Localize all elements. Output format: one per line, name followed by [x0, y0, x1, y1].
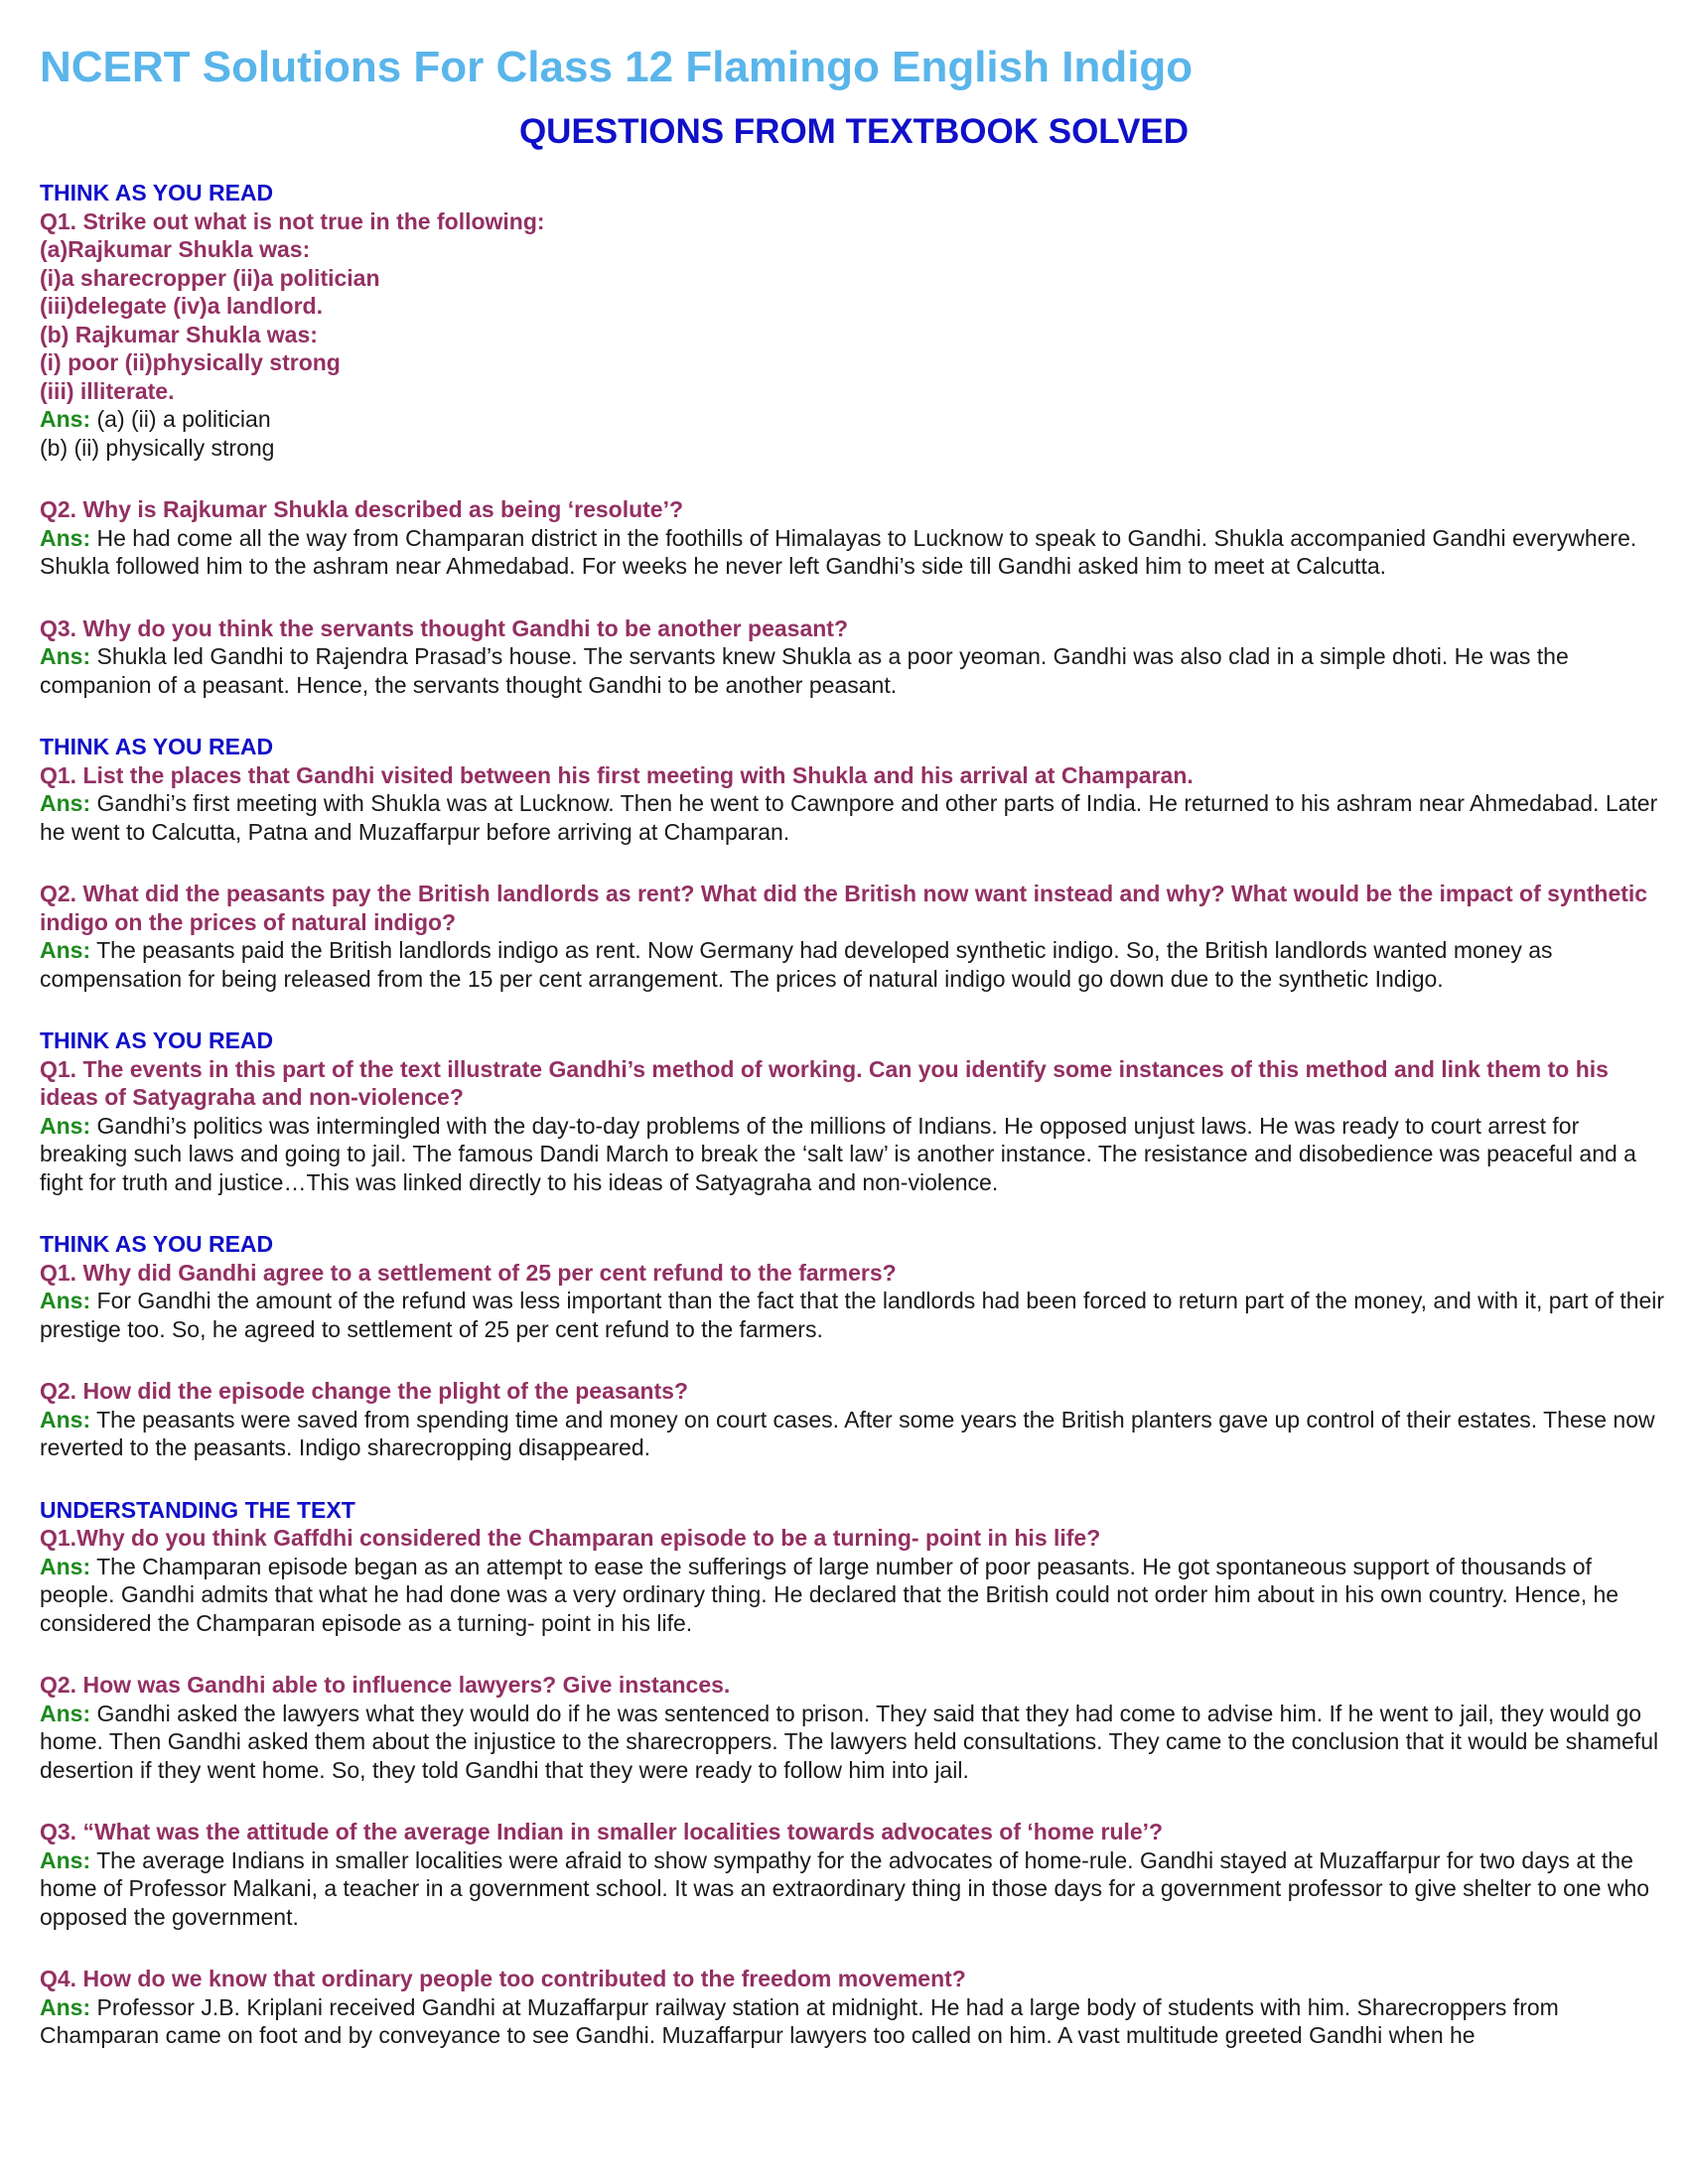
document-page: [40, 36, 1668, 2084]
answer-label: Ans:: [40, 1288, 91, 1313]
section-heading: THINK AS YOU READ: [40, 734, 274, 759]
answer-label: Ans:: [40, 1846, 91, 1873]
section-heading: THINK AS YOU READ: [40, 180, 274, 205]
answer-paragraph: [40, 642, 1668, 699]
answer-text: Gandhi’s first meeting with Shukla was at Lucknow. Then he went to Cawnpore and other parts of India. He returned to his ashram near Ahmedabad. Later he went to Calcutta, Patna and Muzaffarpur before arriving at Champaran.: [40, 790, 1658, 845]
qa-block: [40, 1965, 1668, 2050]
qa-block: [40, 1818, 1668, 1931]
question-line: Q3. “What was the attitude of the average Indian in smaller localities towards advocates of ‘home rule’?: [40, 1819, 1164, 1844]
answer-label: Ans:: [40, 1553, 91, 1579]
qa-block: [40, 1026, 1668, 1196]
question-line: Q1. Why did Gandhi agree to a settlement of 25 per cent refund to the farmers?: [40, 1259, 897, 1286]
answer-paragraph: [40, 789, 1668, 846]
answer-paragraph: [40, 1993, 1668, 2050]
answer-label: Ans:: [40, 1406, 91, 1433]
question-line: Q4. How do we know that ordinary people too contributed to the freedom movement?: [40, 1966, 966, 1991]
qa-block: [40, 1671, 1668, 1784]
answer-paragraph: [40, 524, 1668, 581]
qa-block: [40, 614, 1668, 700]
document-title: NCERT Solutions For Class 12 Flamingo English Indigo: [40, 43, 1194, 91]
answer-paragraph: [40, 1846, 1668, 1932]
answer-line: (b) (ii) physically strong: [40, 434, 275, 461]
answer-text: Gandhi asked the lawyers what they would do if he was sentenced to prison. They said that they had come to advise him. If he went to jail, they would go home. Then Gandhi asked them about the injustice to the sharecroppers. The lawyers held consultations. They came to the conclusion that it would be shameful desertion if they went home. So, they told Gandhi that they were ready to follow him into jail.: [40, 1700, 1659, 1783]
answer-paragraph: [40, 936, 1668, 993]
qa-block: [40, 733, 1668, 846]
qa-block: [40, 495, 1668, 581]
section-heading: THINK AS YOU READ: [40, 1027, 274, 1053]
question-line: Q2. Why is Rajkumar Shukla described as being ‘resolute’?: [40, 496, 684, 522]
answer-label: Ans:: [40, 1700, 91, 1726]
answer-label: Ans:: [40, 406, 91, 432]
question-line: Q1. The events in this part of the text illustrate Gandhi’s method of working. Can you identify some instances of this method and link them to his ideas of Satyagraha and non-violence?: [40, 1055, 1609, 1110]
answer-text: Professor J.B. Kriplani received Gandhi at Muzaffarpur railway station at midnight. He had a large body of students with him. Sharecroppers from Champaran came on foot and by conveyance to see Gandhi. Muzaffarpur lawyers too called on him. A vast multitude greeted Gandhi when he: [40, 1993, 1559, 2048]
answer-text: For Gandhi the amount of the refund was less important than the fact that the landlords had been forced to return part of the money, and with it, part of their prestige too. So, he agreed to settlement of 25 per cent refund to the farmers.: [40, 1288, 1665, 1342]
answer-paragraph: [40, 1700, 1668, 1785]
answer-label: Ans:: [40, 1993, 91, 2020]
answer-text: The Champaran episode began as an attempt to ease the sufferings of large number of poor peasants. He got spontaneous support of thousands of people. Gandhi admits that what he had done was a very ordinary thing. He declared that the British could not order him about in his own country. Hence, he considered the Champaran episode as a turning- point in his life.: [40, 1553, 1619, 1636]
document-subtitle: QUESTIONS FROM TEXTBOOK SOLVED: [518, 112, 1190, 151]
qa-blocks: [40, 179, 1668, 2050]
qa-block: [40, 1230, 1668, 1343]
question-line: Q1. List the places that Gandhi visited between his first meeting with Shukla and his arrival at Champaran.: [40, 761, 1194, 788]
answer-paragraph: [40, 1287, 1668, 1343]
question-line: (a)Rajkumar Shukla was:: [40, 236, 311, 262]
answer-text: He had come all the way from Champaran district in the foothills of Himalayas to Lucknow to speak to Gandhi. Shukla accompanied Gandhi everywhere. Shukla followed him to the ashram near Ahmedabad. For weeks he never left Gandhi’s side till Gandhi asked him to meet at Calcutta.: [40, 524, 1637, 579]
question-line: Q1.Why do you think Gaffdhi considered the Champaran episode to be a turning- point in his life?: [40, 1525, 1101, 1551]
question-line: Q2. How did the episode change the plight of the peasants?: [40, 1378, 689, 1404]
question-line: Q3. Why do you think the servants thought Gandhi to be another peasant?: [40, 614, 848, 641]
answer-label: Ans:: [40, 790, 91, 816]
question-line: (iii) illiterate.: [40, 377, 175, 404]
section-heading: THINK AS YOU READ: [40, 1231, 274, 1257]
qa-block: [40, 1377, 1668, 1462]
question-line: (i) poor (ii)physically strong: [40, 349, 341, 375]
section-heading: UNDERSTANDING THE TEXT: [40, 1496, 355, 1523]
answer-label: Ans:: [40, 643, 91, 669]
answer-label: Ans:: [40, 1112, 91, 1139]
answer-text: Shukla led Gandhi to Rajendra Prasad’s house. The servants knew Shukla as a poor yeoman. Gandhi was also clad in a simple dhoti. He was the companion of a peasant. Hence, the servants thought Gandhi to be another peasant.: [40, 643, 1569, 698]
answer-label: Ans:: [40, 524, 91, 551]
answer-text: The peasants were saved from spending time and money on court cases. After some years the British planters gave up control of their estates. These now reverted to the peasants. Indigo sharecropping disappeared.: [40, 1406, 1655, 1460]
answer-paragraph: [40, 1406, 1668, 1462]
answer-text: Gandhi’s politics was intermingled with the day-to-day problems of the millions of Indians. He opposed unjust laws. He was ready to court arrest for breaking such laws and going to jail. The famous Dandi March to break the ‘salt law’ is another instance. The resistance and disobedience was peaceful and a fight for truth and justice…This was linked directly to his ideas of Satyagraha and non-violence.: [40, 1112, 1636, 1195]
question-line: (iii)delegate (iv)a landlord.: [40, 293, 323, 319]
answer-paragraph: [40, 1112, 1668, 1197]
question-line: Q2. What did the peasants pay the British landlords as rent? What did the British now want instead and why? What would be the impact of synthetic indigo on the prices of natural indigo?: [40, 881, 1648, 935]
question-line: (i)a sharecropper (ii)a politician: [40, 264, 380, 291]
answer-text: (a) (ii) a politician: [96, 406, 271, 432]
answer-text: The average Indians in smaller localities were afraid to show sympathy for the advocates of home-rule. Gandhi stayed at Muzaffarpur for two days at the home of Professor Malkani, a teacher in a government school. It was an extraordinary thing in those days for a government professor to give shelter to one who opposed the government.: [40, 1846, 1650, 1930]
answer-paragraph: [40, 1553, 1668, 1638]
qa-block: [40, 1496, 1668, 1638]
question-line: (b) Rajkumar Shukla was:: [40, 321, 318, 347]
question-line: Q2. How was Gandhi able to influence lawyers? Give instances.: [40, 1672, 731, 1698]
answer-label: Ans:: [40, 937, 91, 963]
question-line: Q1. Strike out what is not true in the following:: [40, 207, 545, 234]
answer-paragraph: [40, 405, 1668, 434]
qa-block: [40, 880, 1668, 993]
qa-block: [40, 179, 1668, 462]
answer-text: The peasants paid the British landlords indigo as rent. Now Germany had developed synthetic indigo. So, the British landlords wanted money as compensation for being released from the 15 per cent arrangement. The prices of natural indigo would go down due to the synthetic Indigo.: [40, 937, 1553, 992]
